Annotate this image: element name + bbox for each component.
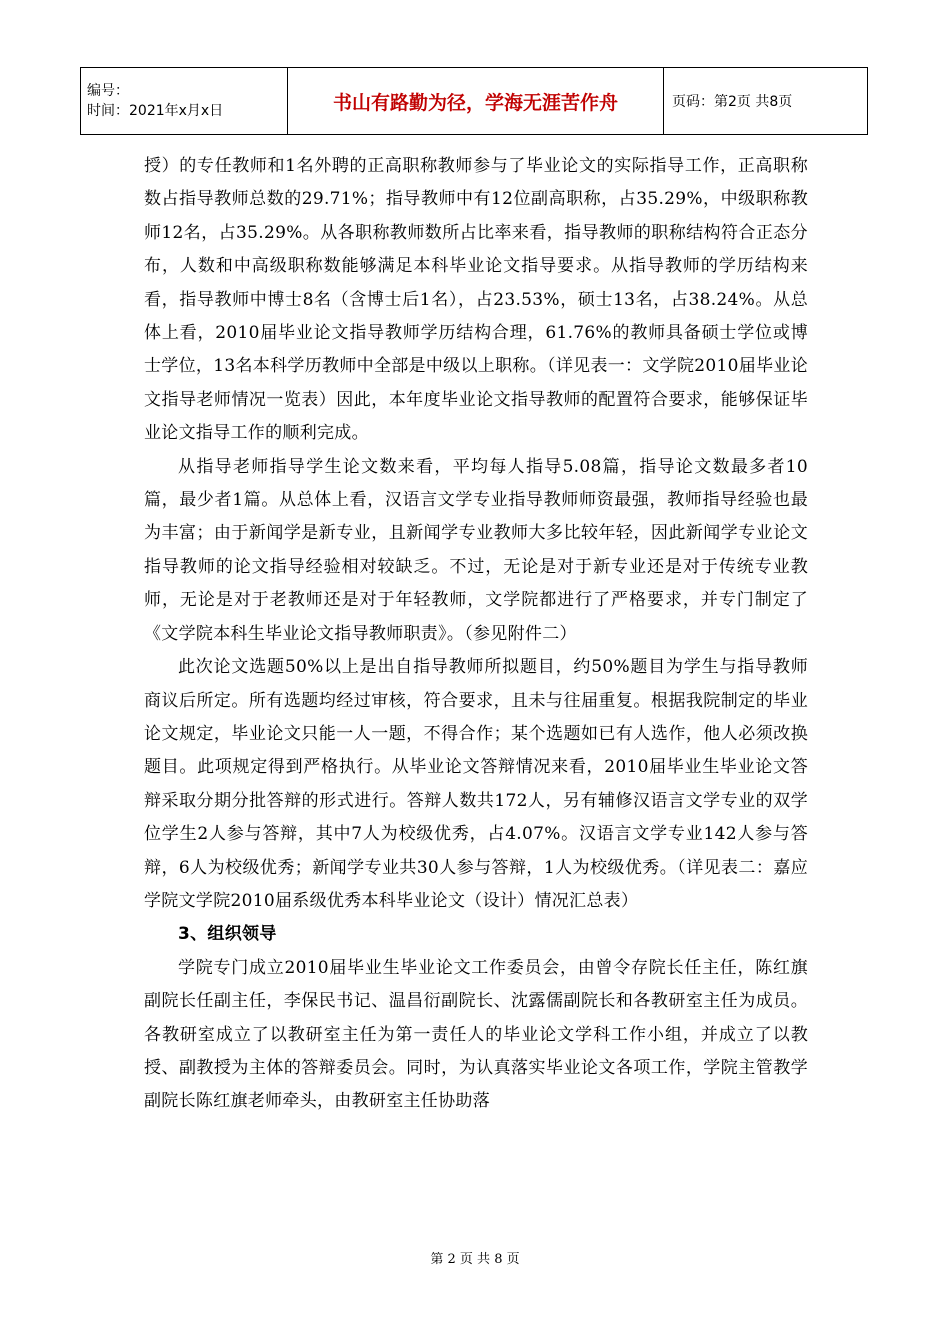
section-title: 3、组织领导: [178, 924, 277, 945]
paragraph-1: 授）的专任教师和1名外聘的正高职称教师参与了毕业论文的实际指导工作，正高职称数占指导教师总数的29.71%；指导教师中有12位副高职称，占35.29%，中级职称教师12名，占35.29%。从各职称教师数所占比率来看，指导教师的职称结构符合正态分布，人数和中高级职称数能够满足本科毕业论文指导要求。从指导教师的学历结构来看，指导教师中博士8名（含博士后1名），占23.53%，硕士13名，占38.24%。从总体上看，2010届毕业论文指导教师学历结构合理，61.76%的教师具备硕士学位或博士学位，13名本科学历教师中全部是中级以上职称。（详见表一：文学院2010届毕业论文指导老师情况一览表）因此，本年度毕业论文指导教师的配置符合要求，能够保证毕业论文指导工作的顺利完成。: [144, 156, 808, 444]
page-footer: 第 2 页 共 8 页: [430, 1252, 520, 1267]
paragraph-2: 从指导老师指导学生论文数来看，平均每人指导5.08篇，指导论文数最多者10篇，最少者1篇。从总体上看，汉语言文学专业指导教师师资最强，教师指导经验也最为丰富；由于新闻学是新专业，且新闻学专业教师大多比较年轻，因此新闻学专业论文指导教师的论文指导经验相对较缺乏。不过，无论是对于新专业还是对于传统专业教师，无论是对于老教师还是对于年轻教师，文学院都进行了严格要求，并专门制定了《文学院本科生毕业论文指导教师职责》。（参见附件二）: [144, 456, 808, 644]
document-body: [144, 150, 808, 1119]
document-number-label: 编号：: [87, 83, 129, 99]
document-time-label: 时间：2021年x月x日: [87, 103, 224, 119]
header-table: [80, 67, 868, 135]
section-paragraph: 学院专门成立2010届毕业生毕业论文工作委员会，由曾令存院长任主任，陈红旗副院长任副主任，李保民书记、温昌衍副院长、沈露儒副院长和各教研室主任为成员。各教研室成立了以教研室主任为第一责任人的毕业论文学科工作小组，并成立了以教授、副教授为主体的答辩委员会。同时，为认真落实毕业论文各项工作，学院主管教学副院长陈红旗老师牵头，由教研室主任协助落: [144, 957, 808, 1112]
header-page-info: 页码：第2页 共8页: [664, 68, 868, 135]
paragraph-3: 此次论文选题50%以上是出自指导教师所拟题目，约50%题目为学生与指导教师商议后所定。所有选题均经过审核，符合要求，且未与往届重复。根据我院制定的毕业论文规定，毕业论文只能一人一题，不得合作；某个选题如已有人选作，他人必须改换题目。此项规定得到严格执行。从毕业论文答辩情况来看，2010届毕业生毕业论文答辩采取分期分批答辩的形式进行。答辩人数共172人，另有辅修汉语言文学专业的双学位学生2人参与答辩，其中7人为校级优秀，占4.07%。汉语言文学专业142人参与答辩，6人为校级优秀；新闻学专业共30人参与答辩，1人为校级优秀。（详见表二：嘉应学院文学院2010届系级优秀本科毕业论文（设计）情况汇总表）: [144, 657, 808, 911]
header-motto: 书山有路勤为径，学海无涯苦作舟: [288, 68, 664, 135]
header-left-cell: [81, 68, 288, 135]
